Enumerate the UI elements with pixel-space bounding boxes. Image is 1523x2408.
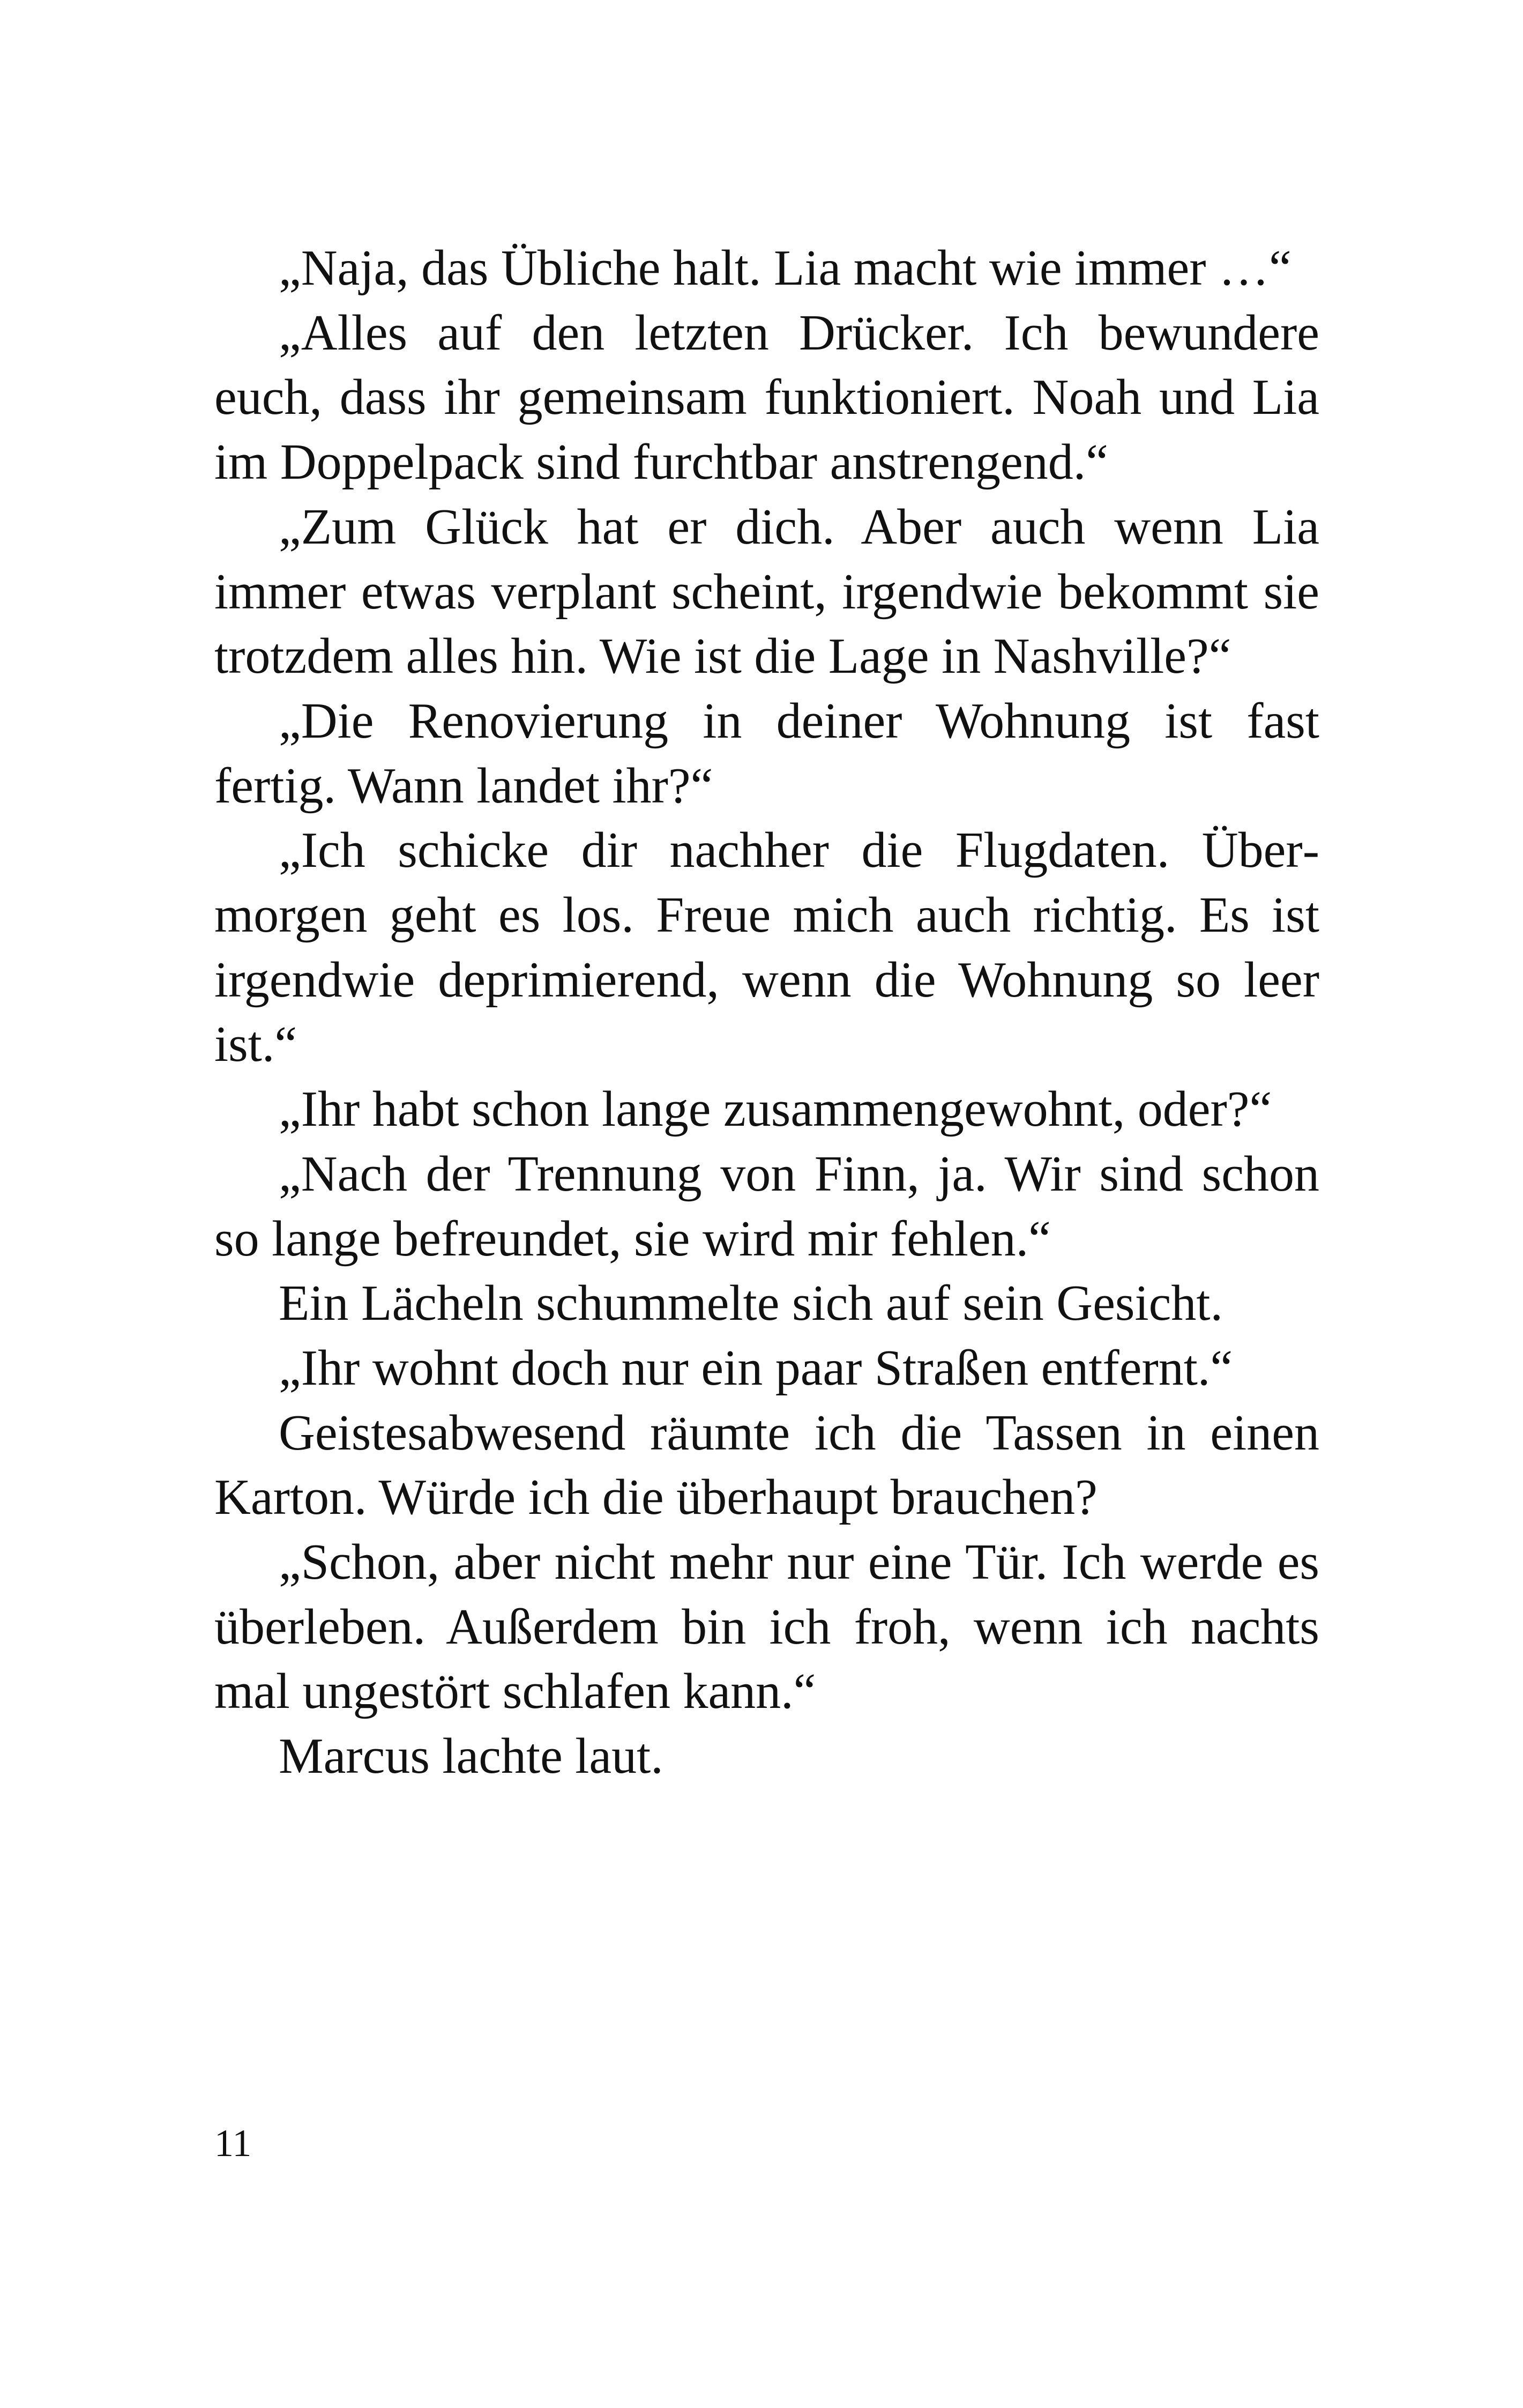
page-number: 11: [214, 2122, 252, 2165]
paragraph: „Ihr wohnt doch nur ein paar Straßen entfernt.“: [279, 1340, 1233, 1396]
paragraph: Geistesabwesend räumte ich die Tassen in einen Karton. Würde ich die überhaupt brauchen?: [214, 1404, 1319, 1526]
paragraph: „Schon, aber nicht mehr nur eine Tür. Ich werde es überleben. Außerdem bin ich froh, wenn ich nachts mal ungestört schlafen kann.“: [214, 1534, 1319, 1720]
paragraph: „Naja, das Übliche halt. Lia macht wie immer …“: [279, 240, 1291, 296]
paragraph: „Die Renovierung in deiner Wohnung ist fast fertig. Wann landet ihr?“: [214, 693, 1319, 814]
paragraph: Ein Lächeln schummelte sich auf sein Gesicht.: [279, 1275, 1223, 1332]
body-text: [214, 236, 1319, 1789]
paragraph: Marcus lachte laut.: [279, 1728, 663, 1785]
paragraph: „Zum Glück hat er dich. Aber auch wenn Lia immer etwas verplant scheint, irgendwie bekommt sie trotzdem alles hin. Wie ist die Lage in Nashville?“: [214, 499, 1319, 685]
paragraph: „Ich schicke dir nachher die Flugdaten. Übermorgen geht es los. Freue mich auch richtig. Es ist irgendwie deprimierend, wenn die Wohnung so leer ist.“: [214, 822, 1319, 1073]
paragraph: „Alles auf den letzten Drücker. Ich bewundere euch, dass ihr gemeinsam funktioniert. Noah und Lia im Doppelpack sind furchtbar anstrengend.“: [214, 304, 1319, 490]
paragraph: „Nach der Trennung von Finn, ja. Wir sind schon so lange befreundet, sie wird mir fehlen.“: [214, 1146, 1319, 1267]
paragraph: „Ihr habt schon lange zusammengewohnt, oder?“: [279, 1081, 1272, 1138]
